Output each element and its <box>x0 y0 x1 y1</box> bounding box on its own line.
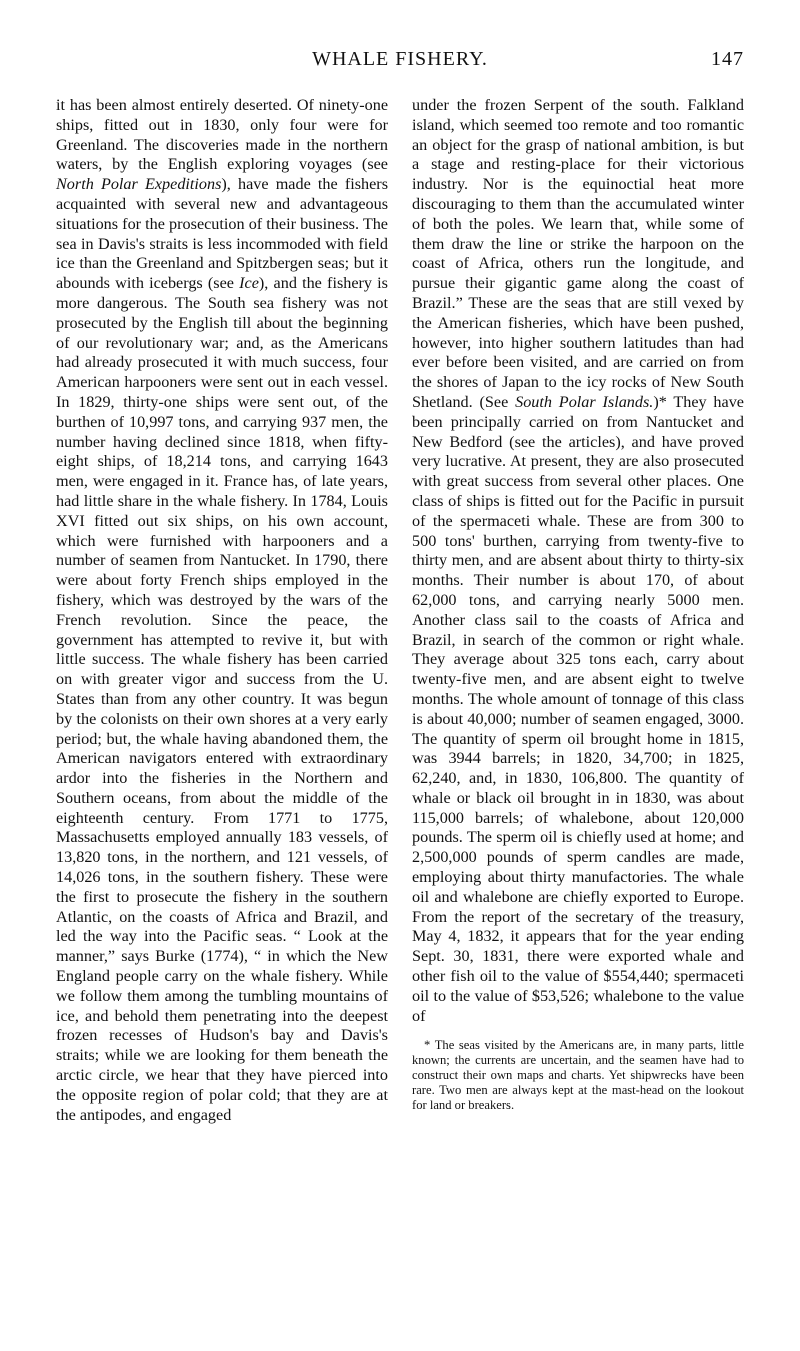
right-paragraph <box>412 96 744 1026</box>
text-columns <box>56 96 744 1125</box>
page-number: 147 <box>711 48 744 70</box>
text-run: under the frozen Serpent of the south. Falkland island, which seemed too remote and too romantic an object for the grasp of national ambition, is but a stage and resting-place for their victorious industry. Nor is the equinoctial heat more discouraging to them than the accumulated winter of both the poles. We learn that, while some of them draw the line or strike the harpoon on the coast of Africa, others run the longitude, and pursue their gigantic game along the coast of Brazil.” These are the seas that are still vexed by the American fisheries, which have been pushed, however, into higher southern latitudes than had ever before been visited, and are carried on from the shores of Japan to the icy rocks of New South Shetland. (See <box>412 96 744 411</box>
left-column <box>56 96 388 1125</box>
cross-reference: South Polar Islands. <box>515 392 654 411</box>
footnote: * The seas visited by the Americans are, in many parts, little known; the currents are uncertain, and the seamen have had to construct their own maps and charts. Yet shipwrecks have been rare. Two men are always kept at the mast-head on the lookout for land or breakers. <box>412 1038 744 1113</box>
cross-reference: North Polar Expeditions <box>56 175 222 194</box>
text-run: it has been almost entirely deserted. Of ninety-one ships, fitted out in 1830, only four were for Greenland. The discoveries made in the northern waters, by the English exploring voyages (see <box>56 96 388 174</box>
text-run: )* They have been principally carried on from Nantucket and New Bedford (see the articles), and have proved very lucrative. At present, they are also prosecuted with great success from several other places. One class of ships is fitted out for the Pacific in pursuit of the spermaceti whale. These are from 300 to 500 tons' burthen, carrying from twenty-five to thirty men, and are absent about thirty to thirty-six months. Their number is about 170, of about 62,000 tons, and carrying nearly 5000 men. Another class sail to the coasts of Africa and Brazil, in search of the common or right whale. They average about 325 tons each, carry about twenty-five men, and are absent eight to twelve months. The whole amount of tonnage of this class is about 40,000; number of seamen engaged, 3000. The quantity of sperm oil brought home in 1815, was 3944 barrels; in 1820, 34,700; in 1825, 62,240, and, in 1830, 106,800. The quantity of whale or black oil brought in in 1830, was about 115,000 barrels; of whalebone, about 120,000 pounds. The sperm oil is chiefly used at home; and 2,500,000 pounds of sperm candles are made, employing about thirty manufactories. The whale oil and whalebone are chiefly exported to Europe. From the report of the secretary of the treasury, May 4, 1832, it appears that for the year ending Sept. 30, 1831, there were exported whale and other fish oil to the value of $554,440; spermaceti oil to the value of $53,526; whalebone to the value of <box>412 392 744 1025</box>
right-column <box>412 96 744 1125</box>
left-paragraph <box>56 96 388 1125</box>
running-title: WHALE FISHERY. <box>312 48 488 70</box>
text-run: ), have made the fishers acquainted with several new and advantageous situations for the prosecution of their business. The sea in Davis's straits is less incommoded with field ice than the Greenland and Spitzbergen seas; but it abounds with icebergs (see <box>56 175 388 293</box>
running-header <box>56 48 744 78</box>
text-run: ), and the fishery is more dangerous. The South sea fishery was not prosecuted by the English till about the beginning of our revolutionary war; and, as the Americans had already prosecuted it with much success, four American harpooners were sent out in each vessel. In 1829, thirty-one ships were sent out, of the burthen of 10,997 tons, and carrying 937 men, the number having declined since 1818, when fifty-eight ships, of 18,214 tons, and carrying 1643 men, were engaged in it. France has, of late years, had little share in the whale fishery. In 1784, Louis XVI fitted out six ships, on his own account, which were furnished with harpooners and a number of seamen from Nantucket. In 1790, there were about forty French ships employed in the fishery, which was destroyed by the wars of the French revolution. Since the peace, the government has attempted to revive it, but with little success. The whale fishery has been carried on with greater vigor and success from the U. States than from any other country. It was begun by the colonists on their own shores at a very early period; but, the whale having abandoned them, the American navigators entered with extraordinary ardor into the fisheries in the Northern and Southern oceans, from about the middle of the eighteenth century. From 1771 to 1775, Massachusetts employed annually 183 vessels, of 13,820 tons, in the northern, and 121 vessels, of 14,026 tons, in the southern fishery. These were the first to prosecute the fishery in the southern Atlantic, on the coasts of Africa and Brazil, and led the way into the Pacific seas. “ Look at the manner,” says Burke (1774), “ in which the New England people carry on the whale fishery. While we follow them among the tumbling mountains of ice, and behold them penetrating into the deepest frozen recesses of Hudson's bay and Davis's straits; while we are looking for them beneath the arctic circle, we hear that they have pierced into the opposite region of polar cold; that they are at the antipodes, and engaged <box>56 274 388 1124</box>
cross-reference: Ice <box>239 274 259 293</box>
